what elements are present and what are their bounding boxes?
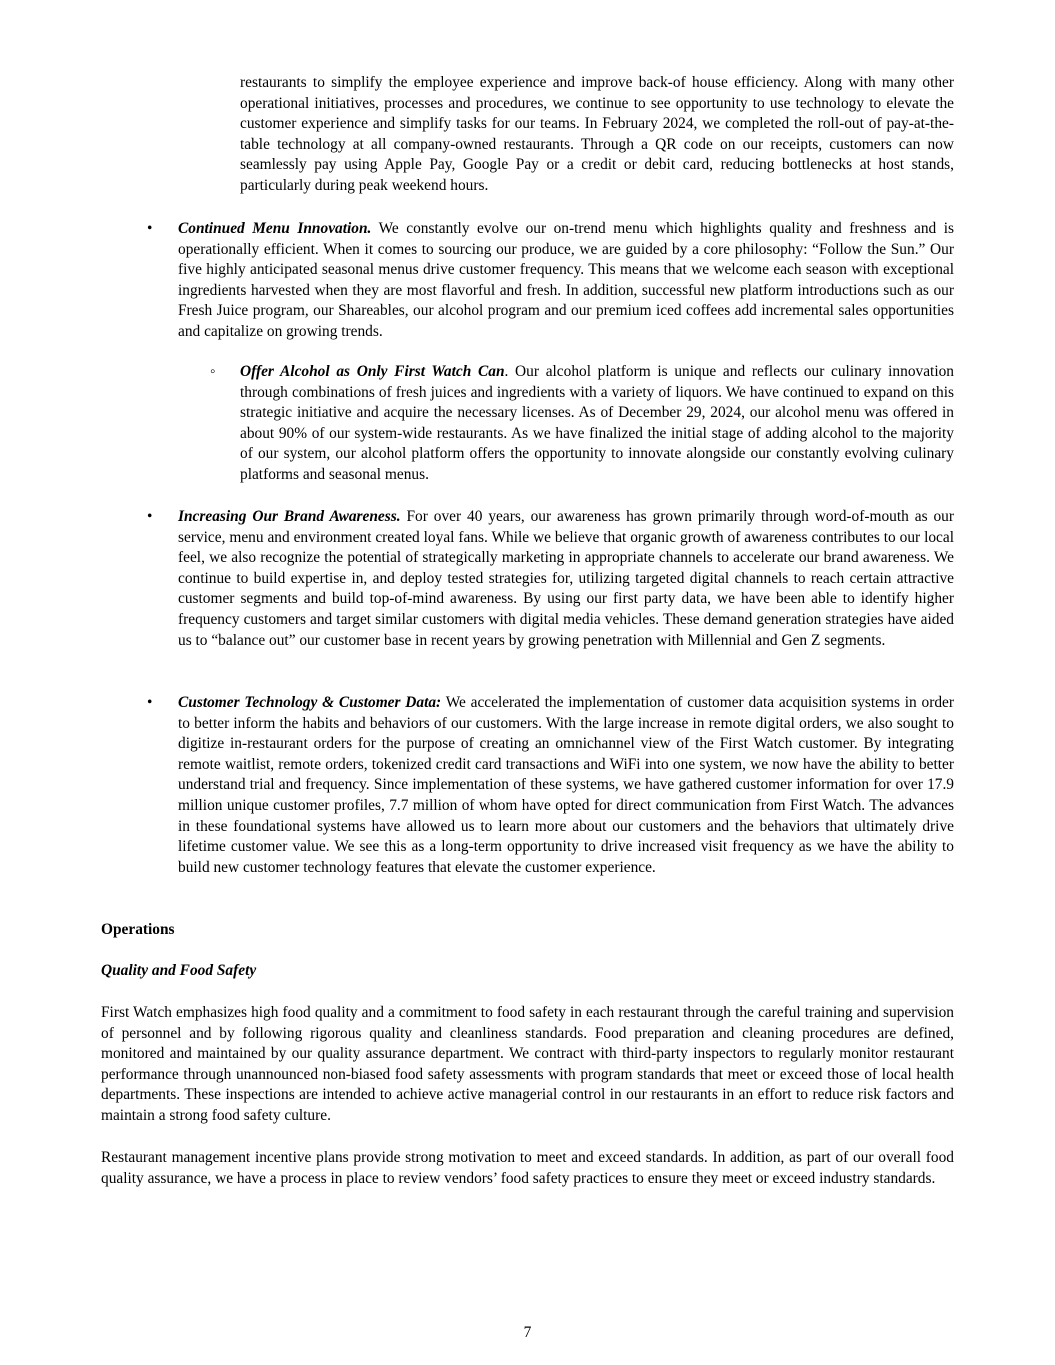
bullet-lead: Increasing Our Brand Awareness. — [178, 508, 401, 525]
body-paragraph-incentives: Restaurant management incentive plans provide strong motivation to meet and exceed standards. In addition, as part of our overall food quality assurance, we have a process in place to review vendors’ food safety practices to ensure they meet or exceed industry standards. — [101, 1149, 954, 1187]
bullet-marker: • — [147, 694, 153, 711]
sub-bullet-alcohol — [240, 362, 954, 486]
bullet-lead: Offer Alcohol as Only First Watch Can — [240, 363, 505, 380]
bullet-body: For over 40 years, our awareness has grown primarily through word-of-mouth as our service, menu and environment created loyal fans. While we believe that organic growth of awareness contributes to our local feel, we also recognize the potential of strategically marketing in appropriate channels to accelerate our brand awareness. We continue to build expertise in, and deploy tested strategies for, utilizing targeted digital channels to reach certain attractive customer segments and build top-of-mind awareness. By using our first party data, we have been able to identify higher frequency customers and target similar customers with digital media vehicles. These demand generation strategies have aided us to “balance out” our customer base in recent years by growing penetration with Millennial and Gen Z segments. — [178, 508, 954, 649]
continued-paragraph: restaurants to simplify the employee experience and improve back-of house efficiency. Along with many other operational initiatives, processes and procedures, we continue to see opportunity to use technology to elevate the customer experience and simplify tasks for our teams. In February 2024, we completed the roll-out of pay-at-the-table technology at all company-owned restaurants. Through a QR code on our receipts, customers can now seamlessly pay using Apple Pay, Google Pay or a credit or debit card, reducing bottlenecks at host stands, particularly during peak weekend hours. — [240, 74, 954, 194]
section-heading-operations: Operations — [101, 921, 175, 938]
body-paragraph-food-safety: First Watch emphasizes high food quality and a commitment to food safety in each restaurant through the careful training and supervision of personnel and by following rigorous quality and cleanliness standards. Food preparation and cleaning procedures are defined, monitored and maintained by our quality assurance department. We contract with third-party inspectors to regularly monitor restaurant performance through unannounced non-biased food safety assessments with program standards that meet or exceed those of local health departments. These inspections are intended to achieve active managerial control in our restaurants in an effort to reduce risk factors and maintain a strong food safety culture. — [101, 1004, 954, 1124]
bullet-brand-awareness — [178, 507, 954, 651]
sub-bullet-marker: ◦ — [210, 363, 216, 380]
bullet-marker: • — [147, 508, 153, 525]
bullet-body: We constantly evolve our on-trend menu which highlights quality and freshness and is operationally efficient. When it comes to sourcing our produce, we are guided by a core philosophy: “Follow the Sun.” Our five highly anticipated seasonal menus drive customer frequency. This means that we welcome each season with exceptional ingredients harvested when they are most flavorful and fresh. In addition, successful new platform introductions such as our Fresh Juice program, our Shareables, our alcohol program and our premium iced coffees add incremental sales opportunities and capitalize on growing trends. — [178, 220, 954, 340]
bullet-marker: • — [147, 220, 153, 237]
page-number: 7 — [523, 1324, 532, 1341]
bullet-menu-innovation — [178, 219, 954, 343]
bullet-lead: Continued Menu Innovation. — [178, 220, 372, 237]
bullet-lead: Customer Technology & Customer Data: — [178, 694, 442, 711]
bullet-customer-technology — [178, 693, 954, 878]
bullet-body: We accelerated the implementation of customer data acquisition systems in order to better inform the habits and behaviors of our customers. With the large increase in remote digital orders, we also sought to digitize in-restaurant orders for the purpose of creating an omnichannel view of the First Watch customer. By integrating remote waitlist, remote orders, tokenized credit card transactions and WiFi into one system, we now have the ability to better understand trial and frequency. Since implementation of these systems, we have gathered customer information for over 17.9 million unique customer profiles, 7.7 million of whom have opted for direct communication from First Watch. The advances in these foundational systems have allowed us to learn more about our customers and the behaviors that ultimately drive lifetime customer value. We see this as a long-term opportunity to drive increased visit frequency as we have the ability to build new customer technology features that elevate the customer experience. — [178, 694, 954, 876]
bullet-body: . Our alcohol platform is unique and reflects our culinary innovation through combinations of fresh juices and ingredients with a variety of liquors. We have continued to expand on this strategic initiative and acquire the necessary licenses. As of December 29, 2024, our alcohol menu was offered in about 90% of our system-wide restaurants. As we have finalized the initial stage of adding alcohol to the majority of our system, our alcohol platform offers the opportunity to innovate alongside our constantly evolving culinary platforms and seasonal menus. — [240, 363, 954, 483]
subsection-heading-quality: Quality and Food Safety — [101, 962, 257, 979]
